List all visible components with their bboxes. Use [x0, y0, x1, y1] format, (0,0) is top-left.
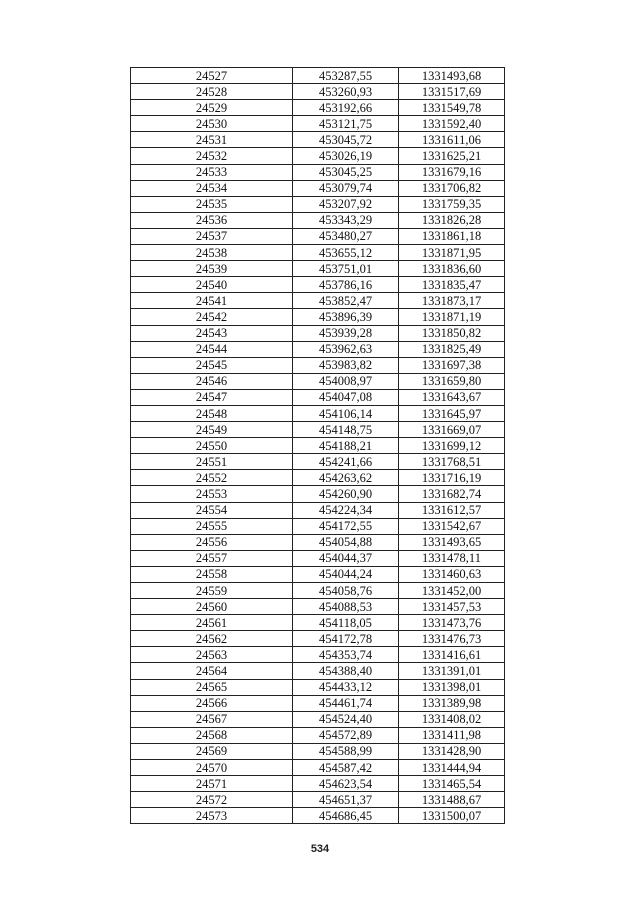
x-coordinate-cell: 454572,89 [293, 727, 399, 743]
point-number-cell: 24535 [131, 196, 293, 212]
point-number-cell: 24553 [131, 486, 293, 502]
point-number-cell: 24555 [131, 518, 293, 534]
point-number-cell: 24565 [131, 679, 293, 695]
y-coordinate-cell: 1331836,60 [399, 261, 505, 277]
table-row [131, 164, 505, 180]
y-coordinate-cell: 1331592,40 [399, 116, 505, 132]
table-row [131, 261, 505, 277]
table-row [131, 599, 505, 615]
table-row [131, 502, 505, 518]
x-coordinate-cell: 453192,66 [293, 100, 399, 116]
table-row [131, 148, 505, 164]
y-coordinate-cell: 1331452,00 [399, 583, 505, 599]
table-row [131, 389, 505, 405]
y-coordinate-cell: 1331825,49 [399, 341, 505, 357]
table-row [131, 760, 505, 776]
table-row [131, 132, 505, 148]
x-coordinate-cell: 454172,55 [293, 518, 399, 534]
x-coordinate-cell: 454433,12 [293, 679, 399, 695]
table-row [131, 422, 505, 438]
x-coordinate-cell: 453079,74 [293, 180, 399, 196]
y-coordinate-cell: 1331873,17 [399, 293, 505, 309]
y-coordinate-cell: 1331389,98 [399, 695, 505, 711]
table-row [131, 792, 505, 808]
point-number-cell: 24536 [131, 212, 293, 228]
point-number-cell: 24568 [131, 727, 293, 743]
y-coordinate-cell: 1331612,57 [399, 502, 505, 518]
point-number-cell: 24569 [131, 743, 293, 759]
table-row [131, 116, 505, 132]
y-coordinate-cell: 1331428,90 [399, 743, 505, 759]
x-coordinate-cell: 454054,88 [293, 534, 399, 550]
point-number-cell: 24541 [131, 293, 293, 309]
x-coordinate-cell: 454260,90 [293, 486, 399, 502]
y-coordinate-cell: 1331500,07 [399, 808, 505, 824]
point-number-cell: 24533 [131, 164, 293, 180]
y-coordinate-cell: 1331835,47 [399, 277, 505, 293]
point-number-cell: 24563 [131, 647, 293, 663]
x-coordinate-cell: 454241,66 [293, 454, 399, 470]
table-row [131, 631, 505, 647]
point-number-cell: 24552 [131, 470, 293, 486]
point-number-cell: 24528 [131, 84, 293, 100]
table-row [131, 373, 505, 389]
y-coordinate-cell: 1331391,01 [399, 663, 505, 679]
x-coordinate-cell: 453343,29 [293, 212, 399, 228]
x-coordinate-cell: 454388,40 [293, 663, 399, 679]
y-coordinate-cell: 1331768,51 [399, 454, 505, 470]
point-number-cell: 24567 [131, 711, 293, 727]
y-coordinate-cell: 1331759,35 [399, 196, 505, 212]
x-coordinate-cell: 454047,08 [293, 389, 399, 405]
y-coordinate-cell: 1331493,68 [399, 68, 505, 84]
y-coordinate-cell: 1331411,98 [399, 727, 505, 743]
y-coordinate-cell: 1331871,19 [399, 309, 505, 325]
point-number-cell: 24537 [131, 228, 293, 244]
table-row [131, 454, 505, 470]
point-number-cell: 24532 [131, 148, 293, 164]
point-number-cell: 24561 [131, 615, 293, 631]
x-coordinate-cell: 454044,37 [293, 550, 399, 566]
y-coordinate-cell: 1331716,19 [399, 470, 505, 486]
x-coordinate-cell: 453962,63 [293, 341, 399, 357]
x-coordinate-cell: 454188,21 [293, 438, 399, 454]
x-coordinate-cell: 453939,28 [293, 325, 399, 341]
table-row [131, 212, 505, 228]
table-row [131, 405, 505, 421]
table-row [131, 309, 505, 325]
point-number-cell: 24566 [131, 695, 293, 711]
point-number-cell: 24538 [131, 245, 293, 261]
y-coordinate-cell: 1331457,53 [399, 599, 505, 615]
point-number-cell: 24571 [131, 776, 293, 792]
point-number-cell: 24548 [131, 405, 293, 421]
y-coordinate-cell: 1331679,16 [399, 164, 505, 180]
y-coordinate-cell: 1331697,38 [399, 357, 505, 373]
table-row [131, 566, 505, 582]
table-row [131, 679, 505, 695]
point-number-cell: 24562 [131, 631, 293, 647]
point-number-cell: 24540 [131, 277, 293, 293]
y-coordinate-cell: 1331682,74 [399, 486, 505, 502]
table-row [131, 68, 505, 84]
x-coordinate-cell: 454686,45 [293, 808, 399, 824]
coordinates-table-body [131, 68, 505, 824]
y-coordinate-cell: 1331669,07 [399, 422, 505, 438]
y-coordinate-cell: 1331549,78 [399, 100, 505, 116]
x-coordinate-cell: 454148,75 [293, 422, 399, 438]
table-row [131, 293, 505, 309]
x-coordinate-cell: 453121,75 [293, 116, 399, 132]
x-coordinate-cell: 454224,34 [293, 502, 399, 518]
x-coordinate-cell: 453983,82 [293, 357, 399, 373]
point-number-cell: 24557 [131, 550, 293, 566]
x-coordinate-cell: 453207,92 [293, 196, 399, 212]
point-number-cell: 24539 [131, 261, 293, 277]
point-number-cell: 24527 [131, 68, 293, 84]
point-number-cell: 24546 [131, 373, 293, 389]
y-coordinate-cell: 1331476,73 [399, 631, 505, 647]
x-coordinate-cell: 454588,99 [293, 743, 399, 759]
x-coordinate-cell: 453896,39 [293, 309, 399, 325]
y-coordinate-cell: 1331478,11 [399, 550, 505, 566]
y-coordinate-cell: 1331473,76 [399, 615, 505, 631]
table-row [131, 727, 505, 743]
point-number-cell: 24544 [131, 341, 293, 357]
y-coordinate-cell: 1331465,54 [399, 776, 505, 792]
table-row [131, 486, 505, 502]
point-number-cell: 24550 [131, 438, 293, 454]
table-row [131, 615, 505, 631]
table-row [131, 228, 505, 244]
y-coordinate-cell: 1331444,94 [399, 760, 505, 776]
y-coordinate-cell: 1331871,95 [399, 245, 505, 261]
table-row [131, 808, 505, 824]
x-coordinate-cell: 453260,93 [293, 84, 399, 100]
table-row [131, 663, 505, 679]
table-row [131, 438, 505, 454]
point-number-cell: 24572 [131, 792, 293, 808]
point-number-cell: 24545 [131, 357, 293, 373]
point-number-cell: 24531 [131, 132, 293, 148]
y-coordinate-cell: 1331861,18 [399, 228, 505, 244]
point-number-cell: 24542 [131, 309, 293, 325]
x-coordinate-cell: 454106,14 [293, 405, 399, 421]
point-number-cell: 24564 [131, 663, 293, 679]
x-coordinate-cell: 454524,40 [293, 711, 399, 727]
y-coordinate-cell: 1331625,21 [399, 148, 505, 164]
y-coordinate-cell: 1331542,67 [399, 518, 505, 534]
y-coordinate-cell: 1331643,67 [399, 389, 505, 405]
point-number-cell: 24534 [131, 180, 293, 196]
x-coordinate-cell: 453786,16 [293, 277, 399, 293]
table-row [131, 357, 505, 373]
x-coordinate-cell: 453045,72 [293, 132, 399, 148]
x-coordinate-cell: 454587,42 [293, 760, 399, 776]
y-coordinate-cell: 1331488,67 [399, 792, 505, 808]
y-coordinate-cell: 1331659,80 [399, 373, 505, 389]
point-number-cell: 24530 [131, 116, 293, 132]
x-coordinate-cell: 453655,12 [293, 245, 399, 261]
point-number-cell: 24543 [131, 325, 293, 341]
y-coordinate-cell: 1331850,82 [399, 325, 505, 341]
point-number-cell: 24554 [131, 502, 293, 518]
table-row [131, 245, 505, 261]
y-coordinate-cell: 1331826,28 [399, 212, 505, 228]
x-coordinate-cell: 453026,19 [293, 148, 399, 164]
x-coordinate-cell: 453287,55 [293, 68, 399, 84]
x-coordinate-cell: 453045,25 [293, 164, 399, 180]
x-coordinate-cell: 454088,53 [293, 599, 399, 615]
y-coordinate-cell: 1331517,69 [399, 84, 505, 100]
page-number: 534 [310, 843, 330, 855]
y-coordinate-cell: 1331416,61 [399, 647, 505, 663]
table-row [131, 277, 505, 293]
x-coordinate-cell: 454651,37 [293, 792, 399, 808]
x-coordinate-cell: 454118,05 [293, 615, 399, 631]
point-number-cell: 24560 [131, 599, 293, 615]
table-row [131, 534, 505, 550]
y-coordinate-cell: 1331408,02 [399, 711, 505, 727]
y-coordinate-cell: 1331611,06 [399, 132, 505, 148]
table-row [131, 196, 505, 212]
table-row [131, 518, 505, 534]
y-coordinate-cell: 1331645,97 [399, 405, 505, 421]
point-number-cell: 24570 [131, 760, 293, 776]
point-number-cell: 24573 [131, 808, 293, 824]
point-number-cell: 24551 [131, 454, 293, 470]
table-row [131, 647, 505, 663]
x-coordinate-cell: 454263,62 [293, 470, 399, 486]
y-coordinate-cell: 1331460,63 [399, 566, 505, 582]
x-coordinate-cell: 454461,74 [293, 695, 399, 711]
point-number-cell: 24558 [131, 566, 293, 582]
point-number-cell: 24559 [131, 583, 293, 599]
y-coordinate-cell: 1331706,82 [399, 180, 505, 196]
point-number-cell: 24556 [131, 534, 293, 550]
point-number-cell: 24549 [131, 422, 293, 438]
y-coordinate-cell: 1331398,01 [399, 679, 505, 695]
table-row [131, 341, 505, 357]
y-coordinate-cell: 1331493,65 [399, 534, 505, 550]
x-coordinate-cell: 453852,47 [293, 293, 399, 309]
table-row [131, 325, 505, 341]
point-number-cell: 24529 [131, 100, 293, 116]
x-coordinate-cell: 454172,78 [293, 631, 399, 647]
table-row [131, 100, 505, 116]
table-row [131, 550, 505, 566]
x-coordinate-cell: 454623,54 [293, 776, 399, 792]
table-row [131, 695, 505, 711]
x-coordinate-cell: 454008,97 [293, 373, 399, 389]
table-row [131, 583, 505, 599]
table-row [131, 743, 505, 759]
coordinates-table [130, 67, 505, 824]
x-coordinate-cell: 454044,24 [293, 566, 399, 582]
table-row [131, 180, 505, 196]
x-coordinate-cell: 453751,01 [293, 261, 399, 277]
table-row [131, 470, 505, 486]
x-coordinate-cell: 454353,74 [293, 647, 399, 663]
x-coordinate-cell: 453480,27 [293, 228, 399, 244]
point-number-cell: 24547 [131, 389, 293, 405]
x-coordinate-cell: 454058,76 [293, 583, 399, 599]
y-coordinate-cell: 1331699,12 [399, 438, 505, 454]
table-row [131, 84, 505, 100]
table-row [131, 711, 505, 727]
table-row [131, 776, 505, 792]
